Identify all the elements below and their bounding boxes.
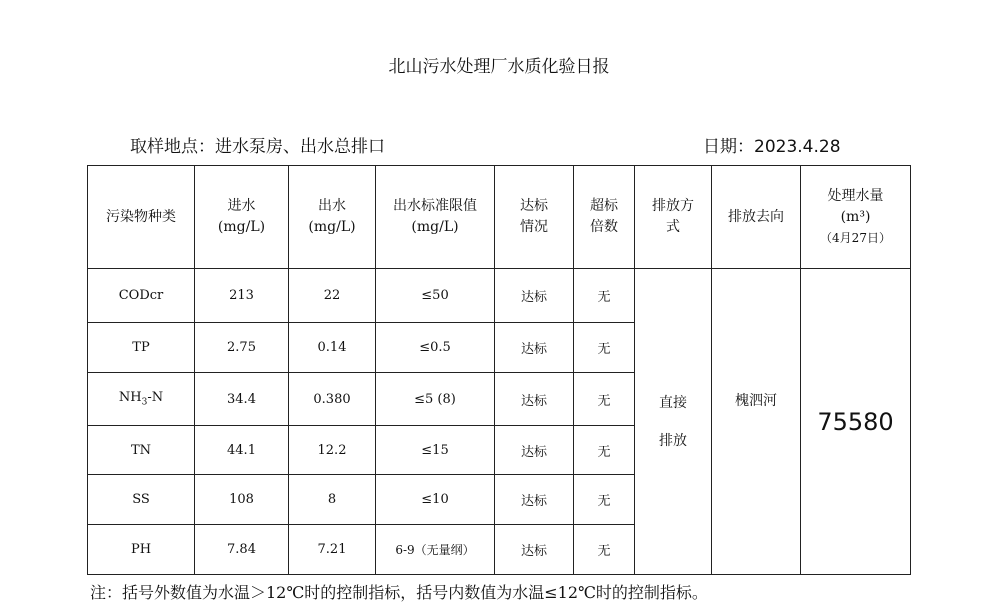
pollutant-name: CODcr <box>88 269 195 323</box>
sampling-location: 取样地点：进水泵房、出水总排口 <box>130 137 385 157</box>
pollutant-name <box>88 373 195 426</box>
pollutant-name-rest: -N <box>147 390 164 406</box>
treated-volume: 75580 <box>801 269 911 575</box>
discharge-to: 槐泗河 <box>712 269 801 575</box>
header-exceed-line2: 倍数 <box>590 219 618 235</box>
header-pollutant: 污染物种类 <box>88 166 195 269</box>
exceed-value: 无 <box>574 373 635 426</box>
standard-value: ≤10 <box>376 475 495 525</box>
header-discharge-method-line2: 式 <box>666 219 680 235</box>
water-quality-table <box>87 165 911 575</box>
discharge-method <box>635 269 712 575</box>
pollutant-name: TP <box>88 323 195 373</box>
outflow-value: 8 <box>289 475 376 525</box>
table-header-row <box>88 166 911 269</box>
header-outflow-label: 出水 <box>318 198 346 214</box>
exceed-value: 无 <box>574 525 635 575</box>
standard-value: ≤15 <box>376 426 495 475</box>
header-standard-unit: (mg/L) <box>411 219 459 235</box>
header-discharge-to: 排放去向 <box>712 166 801 269</box>
outflow-value: 22 <box>289 269 376 323</box>
header-discharge-method <box>635 166 712 269</box>
header-status-line2: 情况 <box>520 219 548 235</box>
inflow-value: 34.4 <box>195 373 289 426</box>
header-standard <box>376 166 495 269</box>
inflow-value: 2.75 <box>195 323 289 373</box>
header-exceed <box>574 166 635 269</box>
header-discharge-method-line1: 排放方 <box>652 198 694 214</box>
header-status <box>495 166 574 269</box>
header-volume-label: 处理水量 <box>827 187 884 204</box>
inflow-value: 7.84 <box>195 525 289 575</box>
exceed-value: 无 <box>574 269 635 323</box>
header-volume <box>801 166 911 269</box>
outflow-value: 7.21 <box>289 525 376 575</box>
report-date: 日期：2023.4.28 <box>703 137 841 157</box>
exceed-value: 无 <box>574 323 635 373</box>
standard-value: 6-9（无量纲） <box>376 525 495 575</box>
header-volume-unit: (m³) <box>840 208 871 225</box>
pollutant-name: PH <box>88 525 195 575</box>
pollutant-name: TN <box>88 426 195 475</box>
inflow-value: 108 <box>195 475 289 525</box>
inflow-value: 44.1 <box>195 426 289 475</box>
status-value: 达标 <box>495 426 574 475</box>
header-outflow-unit: (mg/L) <box>308 219 356 235</box>
pollutant-name-main: NH <box>118 390 142 406</box>
discharge-method-line2: 排放 <box>659 432 687 449</box>
header-inflow-label: 进水 <box>227 198 256 214</box>
status-value: 达标 <box>495 475 574 525</box>
exceed-value: 无 <box>574 475 635 525</box>
footnote: 注：括号外数值为水温＞12℃时的控制指标，括号内数值为水温≤12℃时的控制指标。 <box>90 583 708 602</box>
exceed-value: 无 <box>574 426 635 475</box>
header-exceed-line1: 超标 <box>590 198 618 214</box>
report-title: 北山污水处理厂水质化验日报 <box>388 57 610 77</box>
outflow-value: 0.380 <box>289 373 376 426</box>
standard-value: ≤5 (8) <box>376 373 495 426</box>
pollutant-name: SS <box>88 475 195 525</box>
outflow-value: 12.2 <box>289 426 376 475</box>
header-status-line1: 达标 <box>520 198 548 214</box>
standard-value: ≤0.5 <box>376 323 495 373</box>
header-inflow <box>195 166 289 269</box>
discharge-method-line1: 直接 <box>659 394 687 411</box>
table-row <box>88 269 911 323</box>
status-value: 达标 <box>495 525 574 575</box>
status-value: 达标 <box>495 323 574 373</box>
standard-value: ≤50 <box>376 269 495 323</box>
status-value: 达标 <box>495 373 574 426</box>
pollutant-name-subscript: 3 <box>141 397 148 408</box>
status-value: 达标 <box>495 269 574 323</box>
header-volume-date: （4月27日） <box>820 230 891 245</box>
outflow-value: 0.14 <box>289 323 376 373</box>
header-inflow-unit: (mg/L) <box>217 219 266 235</box>
header-standard-label: 出水标准限值 <box>393 198 477 214</box>
inflow-value: 213 <box>195 269 289 323</box>
header-outflow <box>289 166 376 269</box>
